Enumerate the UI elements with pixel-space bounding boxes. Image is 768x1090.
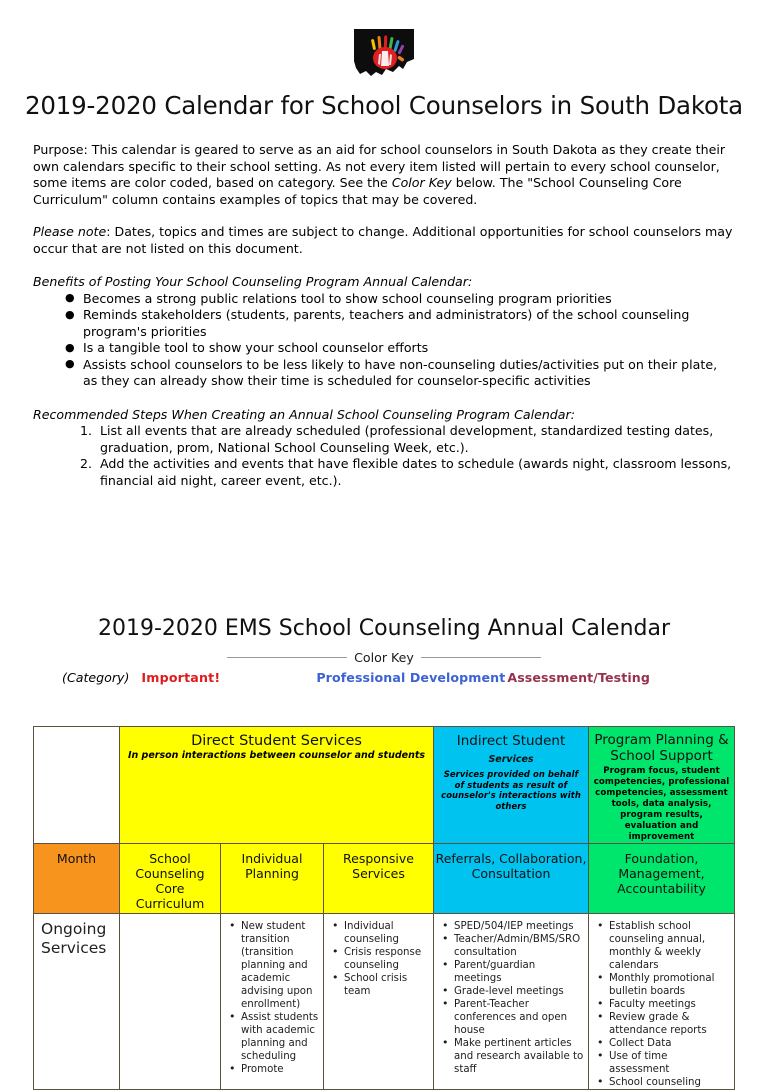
list-item: • School counseling — [593, 1076, 730, 1089]
column-header-month: Month — [34, 844, 120, 914]
referrals-list — [434, 914, 588, 1076]
list-item: • Establish school counseling annual, monthly & weekly calendars — [593, 920, 730, 972]
list-item: ● Reminds stakeholders (students, parents, teachers and administrators) of the school counseling program's priorities — [65, 307, 735, 340]
list-item: • Grade-level meetings — [438, 985, 584, 998]
legend-category: (Category) — [62, 670, 130, 685]
group-header-indirect-title-main: Indirect Student — [456, 733, 566, 749]
cell-month — [34, 914, 120, 1090]
list-item: • New student transition (transition planning and academic advising upon enrollment) — [225, 920, 319, 1011]
cell-responsive-services — [324, 914, 434, 1090]
cell-core-curriculum — [120, 914, 221, 1090]
responsive-services-list — [324, 914, 433, 998]
purpose-label: Purpose: — [33, 142, 88, 157]
intro-body — [0, 142, 768, 687]
table-row — [34, 914, 735, 1090]
south-dakota-handprint-logo — [351, 26, 417, 81]
list-item: ● Is a tangible tool to show your school counselor efforts — [65, 340, 735, 357]
group-header-program-subtitle: Program focus, student competencies, professional competencies, assessment tools, data analysis, program results, evaluation and improvement — [593, 766, 730, 842]
cell-foundation-management — [589, 914, 735, 1090]
list-item: • Make pertinent articles and research available to staff — [438, 1037, 584, 1076]
table-group-header-row — [34, 727, 735, 844]
group-header-direct-student-services — [120, 727, 434, 844]
group-header-indirect-title-small: Services — [488, 754, 534, 765]
group-header-blank — [34, 727, 120, 844]
page-title: 2019-2020 Calendar for School Counselors in South Dakota — [24, 91, 743, 120]
calendar-title: 2019-2020 EMS School Counseling Annual Calendar — [98, 616, 670, 641]
foundation-list — [589, 914, 734, 1089]
column-header-referrals-collaboration: Referrals, Collaboration, Consultation — [434, 844, 589, 914]
color-key-header — [33, 650, 735, 667]
column-header-foundation-management: Foundation, Management, Accountability — [589, 844, 735, 914]
individual-planning-list — [221, 914, 323, 1076]
list-item: • Parent/guardian meetings — [438, 959, 584, 985]
rule-right — [421, 657, 541, 658]
cell-individual-planning — [221, 914, 324, 1090]
group-header-indirect-subtitle: Services provided on behalf of students as result of counselor's interactions with others — [441, 769, 581, 811]
list-item: ● Becomes a strong public relations tool to show school counseling program priorities — [65, 291, 735, 308]
benefits-heading: Benefits of Posting Your School Counseling Program Annual Calendar: — [33, 274, 473, 289]
color-key-inline-reference: Color Key — [391, 175, 452, 190]
please-note-label: Please note — [33, 224, 107, 239]
list-item: • Promote — [225, 1063, 319, 1076]
list-item: • School crisis team — [328, 972, 429, 998]
annual-calendar-table — [33, 726, 735, 1090]
list-item: • Collect Data — [593, 1037, 730, 1050]
list-item: • Individual counseling — [328, 920, 429, 946]
list-item: • SPED/504/IEP meetings — [438, 920, 584, 933]
list-item: • Faculty meetings — [593, 998, 730, 1011]
color-key-legend — [33, 670, 735, 687]
group-header-indirect-student-services — [434, 727, 589, 844]
list-item: • Monthly promotional bulletin boards — [593, 972, 730, 998]
color-key-label: Color Key — [354, 649, 414, 665]
benefits-list — [33, 291, 735, 390]
cell-referrals-collaboration — [434, 914, 589, 1090]
column-header-responsive-services: Responsive Services — [324, 844, 434, 914]
legend-assessment-testing: Assessment/Testing — [507, 670, 650, 685]
legend-important: Important! — [141, 670, 221, 685]
list-item: 1. List all events that are already scheduled (professional development, standardized testing dates, graduation, prom, National School Counseling Week, etc.). — [96, 423, 735, 456]
group-header-indirect-title — [434, 733, 588, 768]
please-note-text: : Dates, topics and times are subject to change. Additional opportunities for school counselors may occur that are not listed on this document. — [33, 224, 733, 256]
list-item: • Use of time assessment — [593, 1050, 730, 1076]
recommended-steps-list — [33, 423, 735, 489]
please-note-paragraph — [33, 224, 735, 257]
group-header-program-title: Program Planning & School Support — [594, 732, 729, 764]
group-header-direct-subtitle: In person interactions between counselor and students — [127, 750, 426, 761]
table-column-header-row — [34, 844, 735, 914]
purpose-text-2: below. The "School Counseling Core Curriculum" column contains examples of topics that may be covered. — [33, 175, 682, 207]
purpose-text-1: This calendar is geared to serve as an aid for school counselors in South Dakota as they create their own calendars specific to their school setting. As not every item listed will pertain to every school counselor, some items are color coded, based on category. See the — [33, 142, 725, 190]
list-item: ● Assists school counselors to be less likely to have non-counseling duties/activities put on their plate, as they can already show their time is scheduled for counselor-specific activities — [65, 357, 735, 390]
legend-professional-development: Professional Development — [316, 670, 506, 685]
column-header-individual-planning: Individual Planning — [221, 844, 324, 914]
rule-left — [227, 657, 347, 658]
group-header-program-planning — [589, 727, 735, 844]
list-item: • Teacher/Admin/BMS/SRO consultation — [438, 933, 584, 959]
list-item: • Crisis response counseling — [328, 946, 429, 972]
list-item: • Parent-Teacher conferences and open house — [438, 998, 584, 1037]
column-header-core-curriculum: School Counseling Core Curriculum — [120, 844, 221, 914]
core-curriculum-list — [120, 914, 220, 920]
purpose-paragraph — [33, 142, 735, 208]
month-label: Ongoing Services — [41, 920, 107, 957]
logo-container — [0, 0, 768, 81]
group-header-direct-title: Direct Student Services — [191, 733, 362, 749]
list-item: • Assist students with academic planning and scheduling — [225, 1011, 319, 1063]
list-item: • Review grade & attendance reports — [593, 1011, 730, 1037]
recommended-steps-heading: Recommended Steps When Creating an Annual School Counseling Program Calendar: — [33, 406, 575, 422]
calendar-section — [33, 616, 735, 687]
list-item: 2. Add the activities and events that have flexible dates to schedule (awards night, classroom lessons, financial aid night, career event, etc.). — [96, 456, 735, 489]
